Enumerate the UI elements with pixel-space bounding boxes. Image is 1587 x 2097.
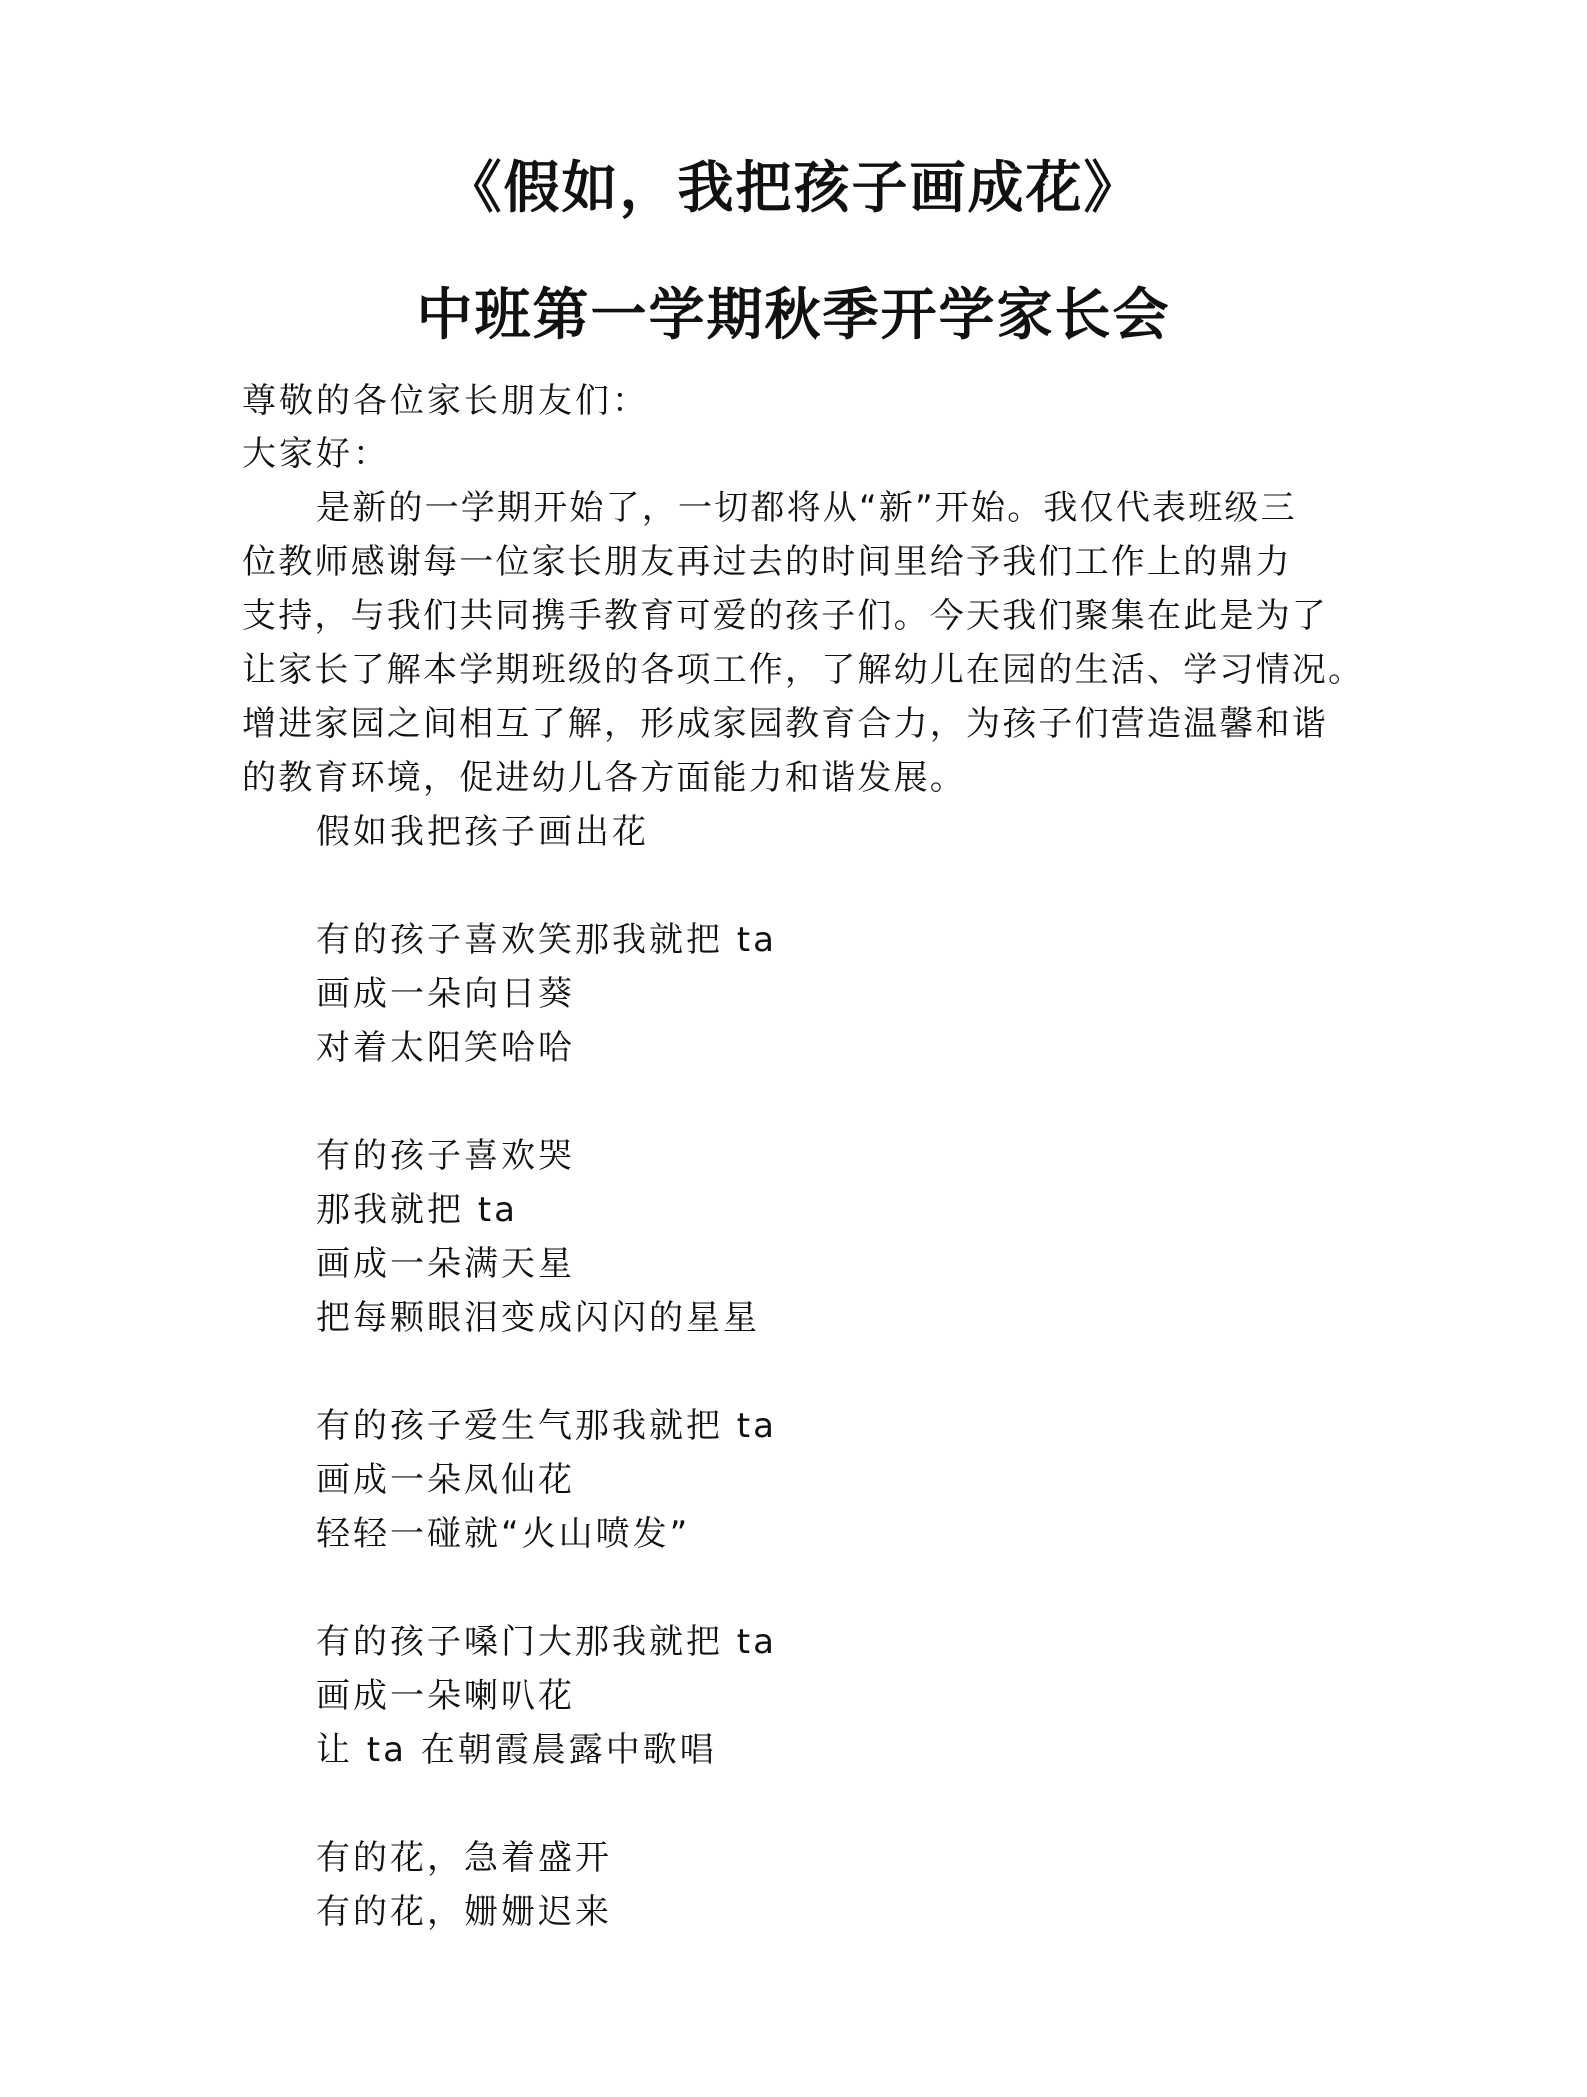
poem-line: 轻轻一碰就“火山喷发” — [316, 1514, 691, 1554]
poem-line: 画成一朵满天星 — [316, 1244, 575, 1284]
document-title: 《假如，我把孩子画成花》 — [445, 155, 1142, 221]
poem-line: 让 ta 在朝霞晨露中歌唱 — [316, 1730, 717, 1770]
intro-paragraph-line: 是新的一学期开始了，一切都将从“新”开始。我仅代表班级三 — [316, 488, 1297, 528]
poem-line: 有的孩子喜欢哭 — [316, 1136, 575, 1176]
intro-paragraph-line: 增进家园之间相互了解，形成家园教育合力，为孩子们营造温馨和谐 — [242, 704, 1328, 744]
intro-paragraph-line: 支持，与我们共同携手教育可爱的孩子们。今天我们聚集在此是为了 — [242, 596, 1328, 636]
intro-paragraph-line: 让家长了解本学期班级的各项工作，了解幼儿在园的生活、学习情况。 — [242, 650, 1365, 690]
poem-line: 画成一朵喇叭花 — [316, 1676, 575, 1716]
poem-line: 对着太阳笑哈哈 — [316, 1028, 575, 1068]
poem-line: 有的孩子喜欢笑那我就把 ta — [316, 920, 777, 960]
poem-line: 有的孩子爱生气那我就把 ta — [316, 1406, 777, 1446]
poem-line: 有的花，急着盛开 — [316, 1838, 612, 1878]
poem-title-line: 假如我把孩子画出花 — [316, 812, 649, 852]
poem-line: 把每颗眼泪变成闪闪的星星 — [316, 1298, 760, 1338]
intro-paragraph-line: 的教育环境，促进幼儿各方面能力和谐发展。 — [242, 758, 966, 798]
poem-line: 画成一朵向日葵 — [316, 974, 575, 1014]
document-subtitle: 中班第一学期秋季开学家长会 — [416, 282, 1171, 348]
salutation-line: 大家好： — [242, 434, 390, 474]
greeting-line: 尊敬的各位家长朋友们： — [242, 381, 649, 421]
poem-line: 有的孩子嗓门大那我就把 ta — [316, 1622, 777, 1662]
poem-line: 画成一朵凤仙花 — [316, 1460, 575, 1500]
poem-line: 有的花，姗姗迟来 — [316, 1892, 612, 1932]
intro-paragraph-line: 位教师感谢每一位家长朋友再过去的时间里给予我们工作上的鼎力 — [242, 542, 1292, 582]
poem-line: 那我就把 ta — [316, 1190, 518, 1230]
